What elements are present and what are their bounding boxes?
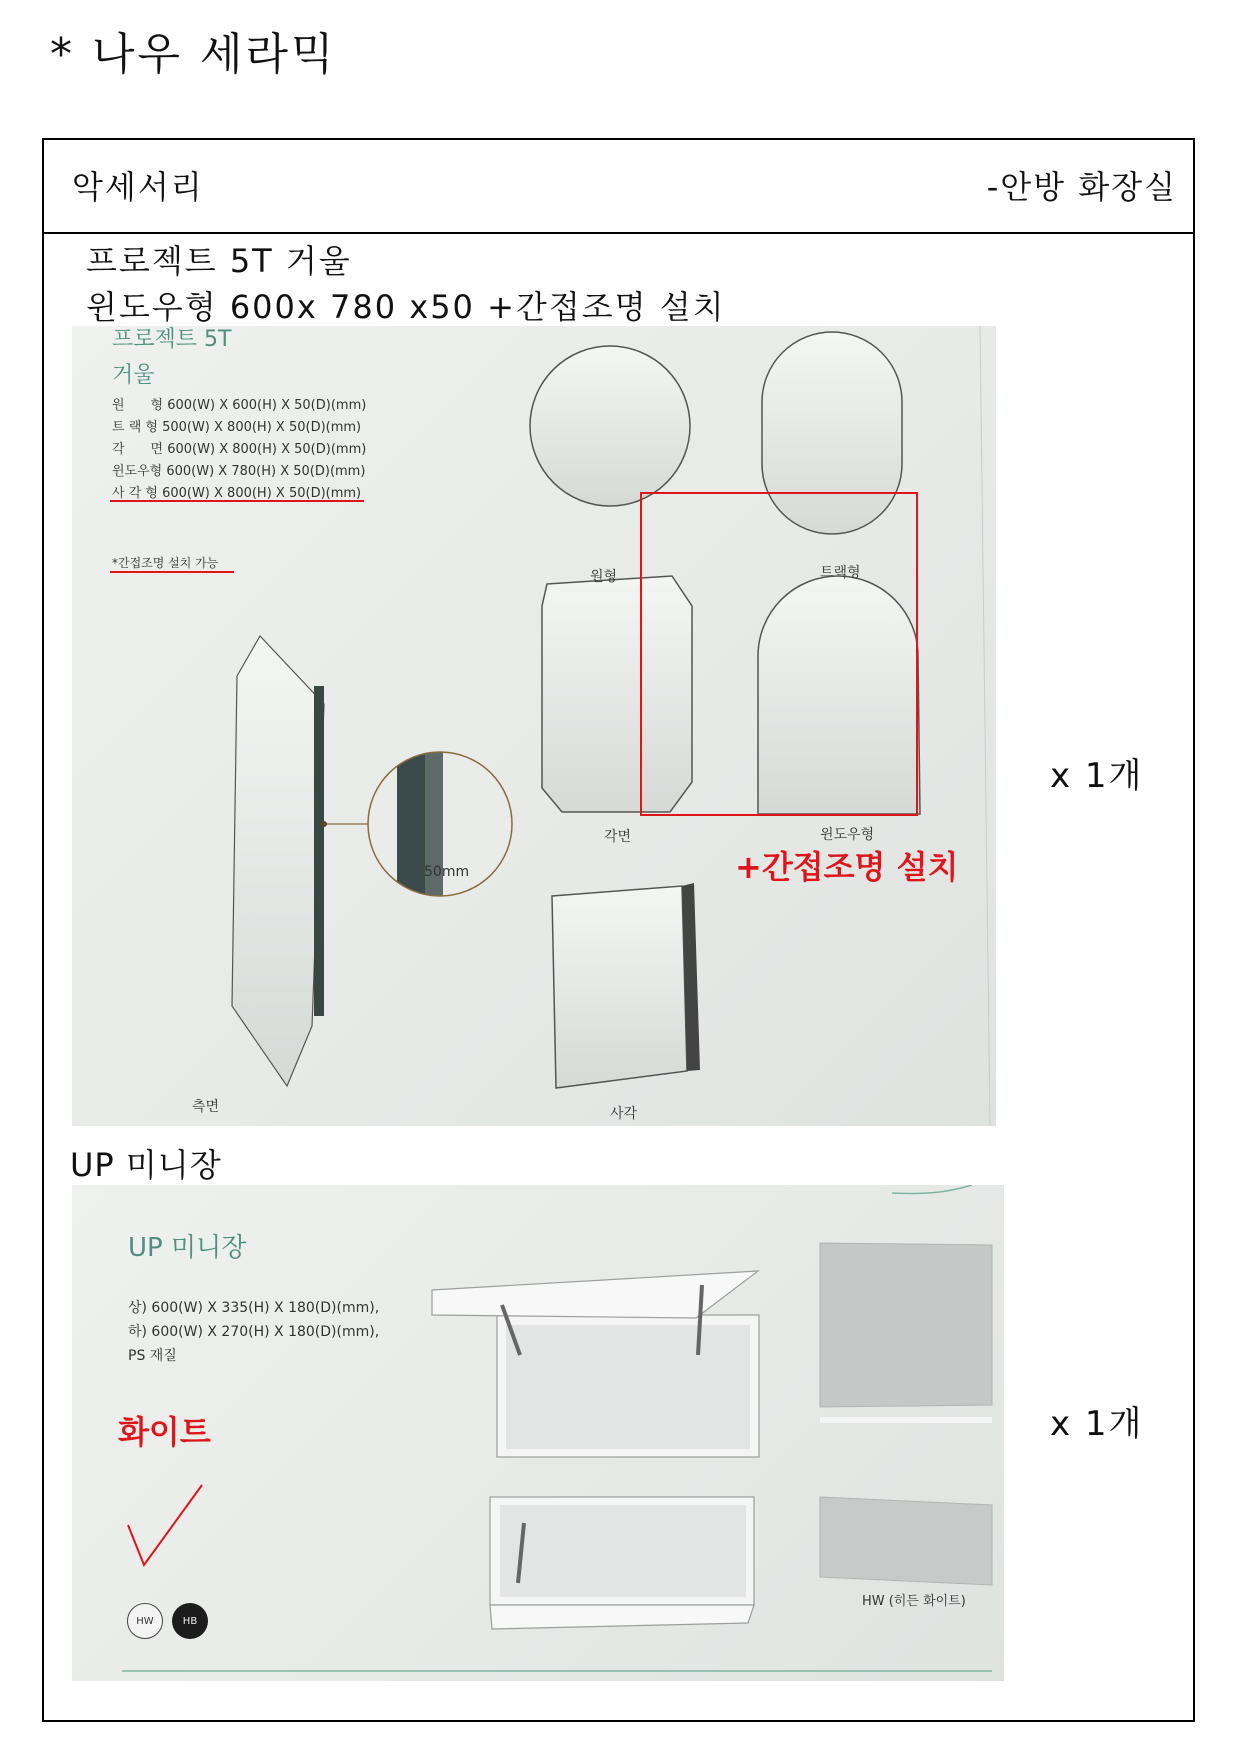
spec-window: 윈도우형 600(W) X 780(H) X 50(D)(mm) [112,464,366,479]
round-mirror [530,346,690,506]
mirror-quantity: x 1개 [1050,756,1144,796]
lighting-annotation: +간접조명 설치 [735,848,959,886]
mirror-subtitle: 윈도우형 600x 780 x50 +간접조명 설치 [86,288,726,326]
color-annotation: 화이트 [118,1413,211,1451]
spec-round: 원 형 600(W) X 600(H) X 50(D)(mm) [112,398,367,413]
caption-square: 사각 [610,1106,638,1122]
square-mirror [552,886,687,1088]
upper-cabinet-lid [432,1271,758,1318]
spec-facet: 각 면 600(W) X 800(H) X 50(D)(mm) [112,442,367,457]
caption-window: 윈도우형 [820,827,875,843]
category-label: 악세서리 [72,168,204,206]
caption-depth: 50mm [424,864,470,880]
lighting-note: *간접조명 설치 가능 [112,556,219,570]
document-title: * 나우 세라믹 [50,29,337,80]
side-mirror [232,636,324,1086]
caption-track: 트랙형 [820,565,861,581]
cabinet-quantity: x 1개 [1050,1404,1144,1444]
facet-mirror [542,576,692,812]
header-divider [44,232,1193,234]
window-mirror [758,576,920,814]
cabinet-spec-upper: 상) 600(W) X 335(H) X 180(D)(mm), [128,1300,380,1316]
cabinet-spec-lower: 하) 600(W) X 270(H) X 180(D)(mm), [128,1324,380,1340]
cabinet-catalog-photo [72,1185,1004,1681]
caption-round: 원형 [590,569,618,585]
spec-track: 트 랙 형 500(W) X 800(H) X 50(D)(mm) [112,420,362,435]
mirror-title: 프로젝트 5T 거울 [86,242,352,280]
swatch-panel-upper [820,1243,992,1407]
track-mirror [762,332,902,534]
swatch-caption: HW (히든 화이트) [862,1594,966,1609]
cabinet-title: UP 미니장 [70,1146,222,1184]
mirror-catalog-photo [72,326,996,1126]
lower-cabinet-door [490,1605,754,1629]
spec-square: 사 각 형 600(W) X 800(H) X 50(D)(mm) [112,486,362,501]
swatch-panel-lower [820,1497,992,1585]
caption-facet: 각면 [604,829,632,845]
cabinet-spec-material: PS 재질 [128,1348,177,1364]
location-label: -안방 화장실 [986,168,1177,206]
swatch-hb: HB [172,1603,208,1639]
catalog-heading-line1: 프로젝트 5T [112,327,232,352]
caption-side: 측면 [192,1099,220,1115]
cabinet-catalog-heading: UP 미니장 [128,1233,247,1263]
swatch-hw: HW [127,1603,163,1639]
catalog-heading-line2: 거울 [112,363,155,388]
